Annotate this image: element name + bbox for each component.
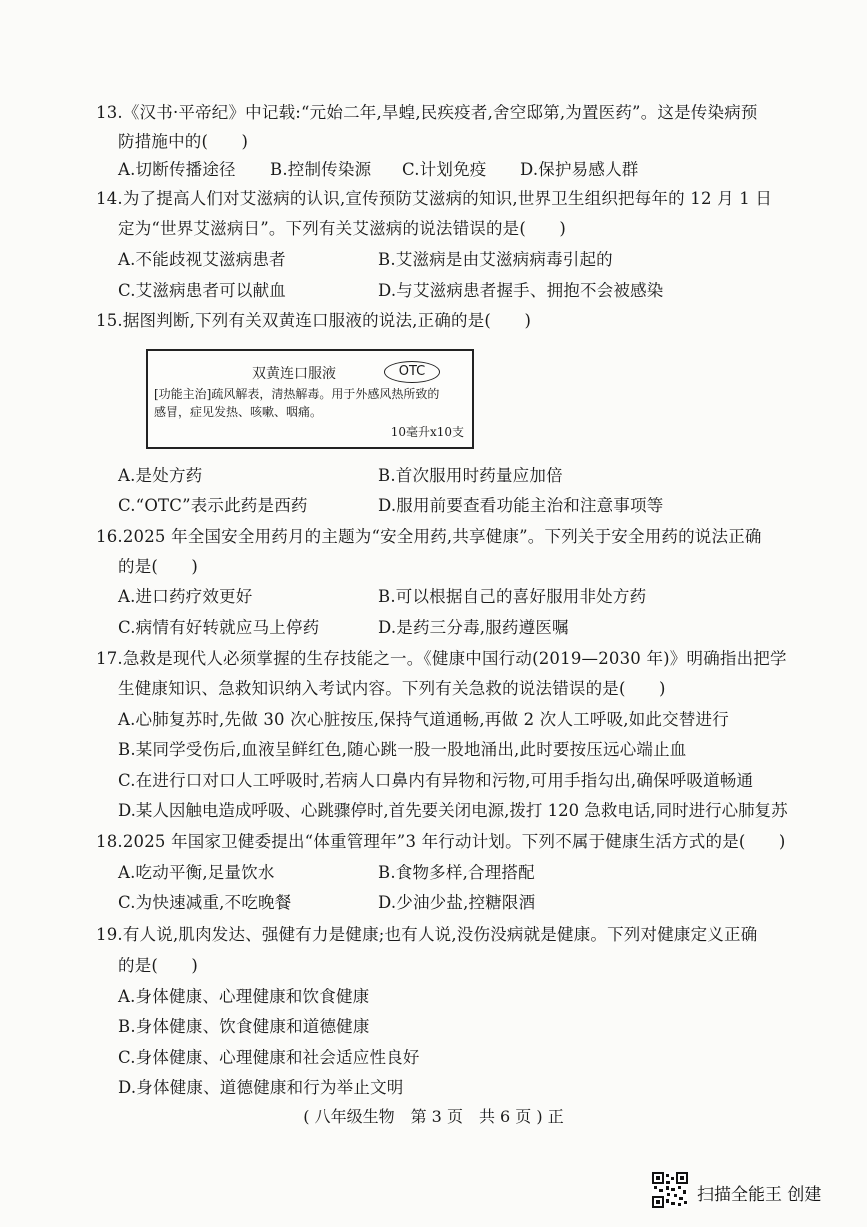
q14-option-b[interactable]: B.艾滋病是由艾滋病病毒引起的 — [378, 250, 613, 269]
qr-code-icon — [652, 1172, 688, 1208]
page-footer: ( 八年级生物 第 3 页 共 6 页 ) 正 — [303, 1107, 564, 1126]
q14-option-d[interactable]: D.与艾滋病患者握手、拥抱不会被感染 — [378, 281, 664, 300]
q17-option-b[interactable]: B.某同学受伤后,血液呈鲜红色,随心跳一股一股地涌出,此时要按压远心端止血 — [118, 740, 687, 759]
scanner-watermark: 扫描全能王 创建 — [697, 1185, 822, 1205]
q19-stem-line1: 19.有人说,肌肉发达、强健有力是健康;也有人说,没伤没病就是健康。下列对健康定义正确 — [96, 925, 758, 944]
q16-stem-line1: 16.2025 年全国安全用药月的主题为“安全用药,共享健康”。下列关于安全用药的说法正确 — [96, 527, 762, 546]
q13-option-c[interactable]: C.计划免疫 — [402, 160, 487, 179]
q13-option-a[interactable]: A.切断传播途径 — [118, 160, 236, 179]
q13-option-b[interactable]: B.控制传染源 — [270, 160, 372, 179]
q19-option-c[interactable]: C.身体健康、心理健康和社会适应性良好 — [118, 1048, 420, 1067]
q15-option-d[interactable]: D.服用前要查看功能主治和注意事项等 — [378, 496, 664, 515]
q17-option-c[interactable]: C.在进行口对口人工呼吸时,若病人口鼻内有异物和污物,可用手指勾出,确保呼吸道畅通 — [118, 771, 754, 790]
medicine-name: 双黄连口服液 — [252, 366, 336, 382]
q18-option-b[interactable]: B.食物多样,合理搭配 — [378, 863, 535, 882]
otc-mark: OTC — [384, 361, 440, 383]
q18-option-c[interactable]: C.为快速减重,不吃晚餐 — [118, 893, 292, 912]
q15-stem-line1: 15.据图判断,下列有关双黄连口服液的说法,正确的是( ) — [96, 311, 532, 330]
q14-option-c[interactable]: C.艾滋病患者可以献血 — [118, 281, 286, 300]
q16-stem-line2: 的是( ) — [118, 557, 199, 576]
q19-option-d[interactable]: D.身体健康、道德健康和行为举止文明 — [118, 1078, 404, 1097]
q14-stem-line1: 14.为了提高人们对艾滋病的认识,宣传预防艾滋病的知识,世界卫生组织把每年的 12 月 1 日 — [96, 189, 773, 208]
q18-stem-line1: 18.2025 年国家卫健委提出“体重管理年”3 年行动计划。下列不属于健康生活方式的是( ) — [96, 832, 786, 851]
q16-option-c[interactable]: C.病情有好转就应马上停药 — [118, 618, 320, 637]
q13-option-d[interactable]: D.保护易感人群 — [520, 160, 639, 179]
q19-option-b[interactable]: B.身体健康、饮食健康和道德健康 — [118, 1017, 370, 1036]
q14-stem-line2: 定为“世界艾滋病日”。下列有关艾滋病的说法错误的是( ) — [118, 219, 567, 238]
q17-option-d[interactable]: D.某人因触电造成呼吸、心跳骤停时,首先要关闭电源,拨打 120 急救电话,同时进行心肺复苏 — [118, 801, 788, 820]
q16-option-d[interactable]: D.是药三分毒,服药遵医嘱 — [378, 618, 569, 637]
medicine-label-box — [146, 349, 474, 449]
q16-option-b[interactable]: B.可以根据自己的喜好服用非处方药 — [378, 587, 647, 606]
q19-option-a[interactable]: A.身体健康、心理健康和饮食健康 — [118, 987, 370, 1006]
q19-stem-line2: 的是( ) — [118, 956, 199, 975]
q13-stem-line2: 防措施中的( ) — [118, 132, 249, 151]
q15-option-b[interactable]: B.首次服用时药量应加倍 — [378, 466, 563, 485]
q16-option-a[interactable]: A.进口药疗效更好 — [118, 587, 253, 606]
q17-stem-line2: 生健康知识、急救知识纳入考试内容。下列有关急救的说法错误的是( ) — [118, 679, 666, 698]
q17-option-a[interactable]: A.心肺复苏时,先做 30 次心脏按压,保持气道通畅,再做 2 次人工呼吸,如此交替进行 — [118, 710, 729, 729]
q18-option-a[interactable]: A.吃动平衡,足量饮水 — [118, 863, 275, 882]
q18-option-d[interactable]: D.少油少盐,控糖限酒 — [378, 893, 536, 912]
medicine-indications-line2: 感冒，症见发热、咳嗽、咽痛。 — [154, 405, 323, 419]
q17-stem-line1: 17.急救是现代人必须掌握的生存技能之一。《健康中国行动(2019—2030 年)》明确指出把学 — [96, 649, 787, 668]
q15-option-a[interactable]: A.是处方药 — [118, 466, 203, 485]
medicine-spec: 10毫升x10支 — [390, 425, 464, 439]
q13-stem-line1: 13.《汉书·平帝纪》中记载:“元始二年,旱蝗,民疾疫者,舍空邸第,为置医药”。这是传染病预 — [96, 103, 758, 122]
medicine-indications-line1: [功能主治]疏风解表，清热解毒。用于外感风热所致的 — [154, 387, 440, 401]
q15-option-c[interactable]: C.“OTC”表示此药是西药 — [118, 496, 308, 515]
q14-option-a[interactable]: A.不能歧视艾滋病患者 — [118, 250, 286, 269]
q13-options — [0, 159, 867, 181]
